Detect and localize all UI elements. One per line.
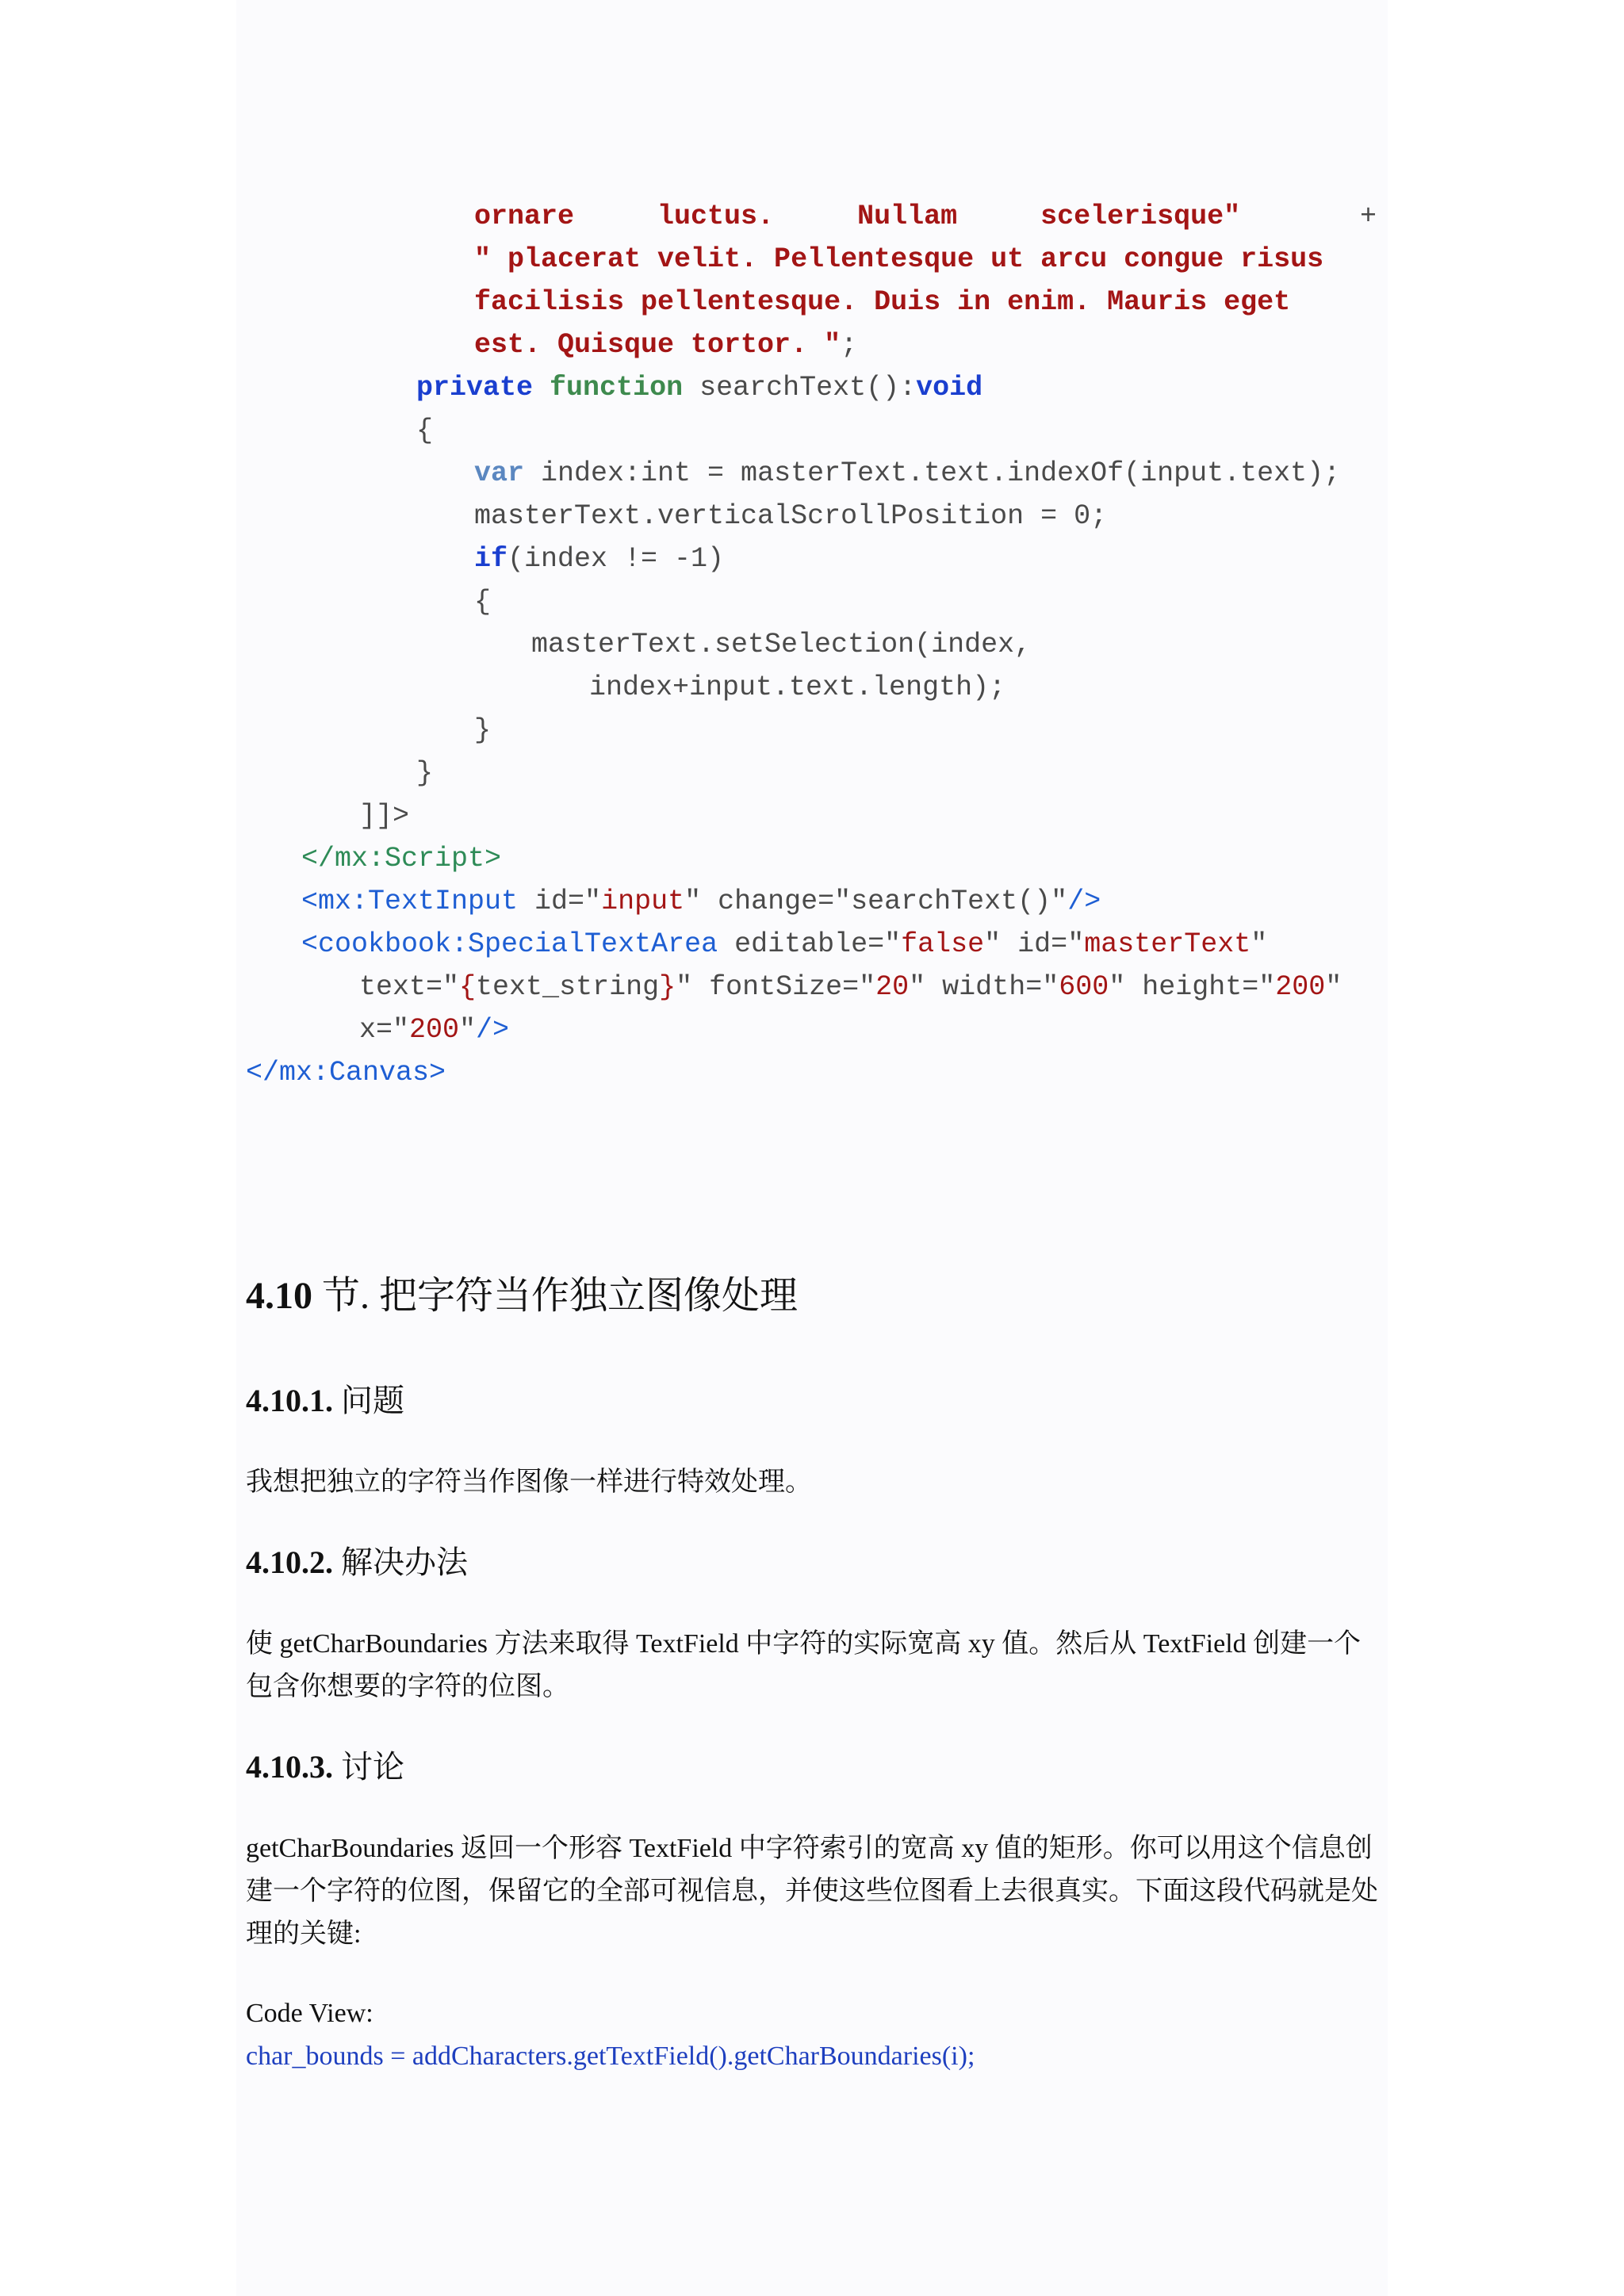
code-line: }	[416, 757, 434, 789]
subsection-heading-solution: 4.10.2. 解决办法	[246, 1544, 468, 1580]
section-heading: 4.10 节. 把字符当作独立图像处理	[246, 1275, 799, 1317]
discussion-paragraph: getCharBoundaries 返回一个形容 TextField 中字符索引的宽高 xy 值的矩形。你可以用这个信息创建一个字符的位图，保留它的全部可视信息，并使这些位图看上去很真实。下面这段代码就是处理的关键:	[246, 1834, 1378, 1949]
code-line: ornare luctus. Nullam scelerisque"	[474, 201, 1241, 232]
code-line: facilisis pellentesque. Duis in enim. Mauris eget	[474, 286, 1291, 318]
code-line: }	[474, 714, 492, 746]
code-line: index+input.text.length);	[589, 672, 1006, 703]
code-line: <mx:TextInput id="input" change="searchText()"/>	[301, 886, 1101, 917]
code-listing	[0, 0, 1624, 1110]
code-line: {	[416, 415, 434, 446]
code-line-plus: +	[1360, 201, 1377, 232]
code-line: masterText.setSelection(index,	[531, 629, 1032, 660]
code-line: text="{text_string}" fontSize="20" width="600" height="200"	[359, 971, 1342, 1003]
subsection-heading-discussion: 4.10.3. 讨论	[246, 1749, 404, 1785]
code-line: private function searchText():void	[416, 372, 983, 404]
code-line: {	[474, 586, 492, 618]
subsection-heading-problem: 4.10.1. 问题	[246, 1383, 404, 1418]
solution-paragraph: 使 getCharBoundaries 方法来取得 TextField 中字符的实际宽高 xy 值。然后从 TextField 创建一个包含你想要的字符的位图。	[246, 1629, 1362, 1701]
code-line: </mx:Script>	[301, 843, 502, 874]
code-line: " placerat velit. Pellentesque ut arcu congue risus	[474, 243, 1324, 275]
code-line: ]]>	[359, 800, 410, 832]
code-line: var index:int = masterText.text.indexOf(input.text);	[474, 457, 1341, 489]
code-line: x="200"/>	[359, 1014, 510, 1046]
code-view-label: Code View:	[246, 1999, 373, 2028]
code-line: <cookbook:SpecialTextArea editable="false" id="masterText"	[301, 928, 1268, 960]
code-line: est. Quisque tortor. ";	[474, 329, 858, 361]
code-line: </mx:Canvas>	[246, 1057, 446, 1089]
code-line: masterText.verticalScrollPosition = 0;	[474, 500, 1108, 532]
code-view-line: char_bounds = addCharacters.getTextField().getCharBoundaries(i);	[246, 2042, 975, 2071]
problem-paragraph: 我想把独立的字符当作图像一样进行特效处理。	[246, 1468, 812, 1497]
code-line: if(index != -1)	[474, 543, 725, 575]
